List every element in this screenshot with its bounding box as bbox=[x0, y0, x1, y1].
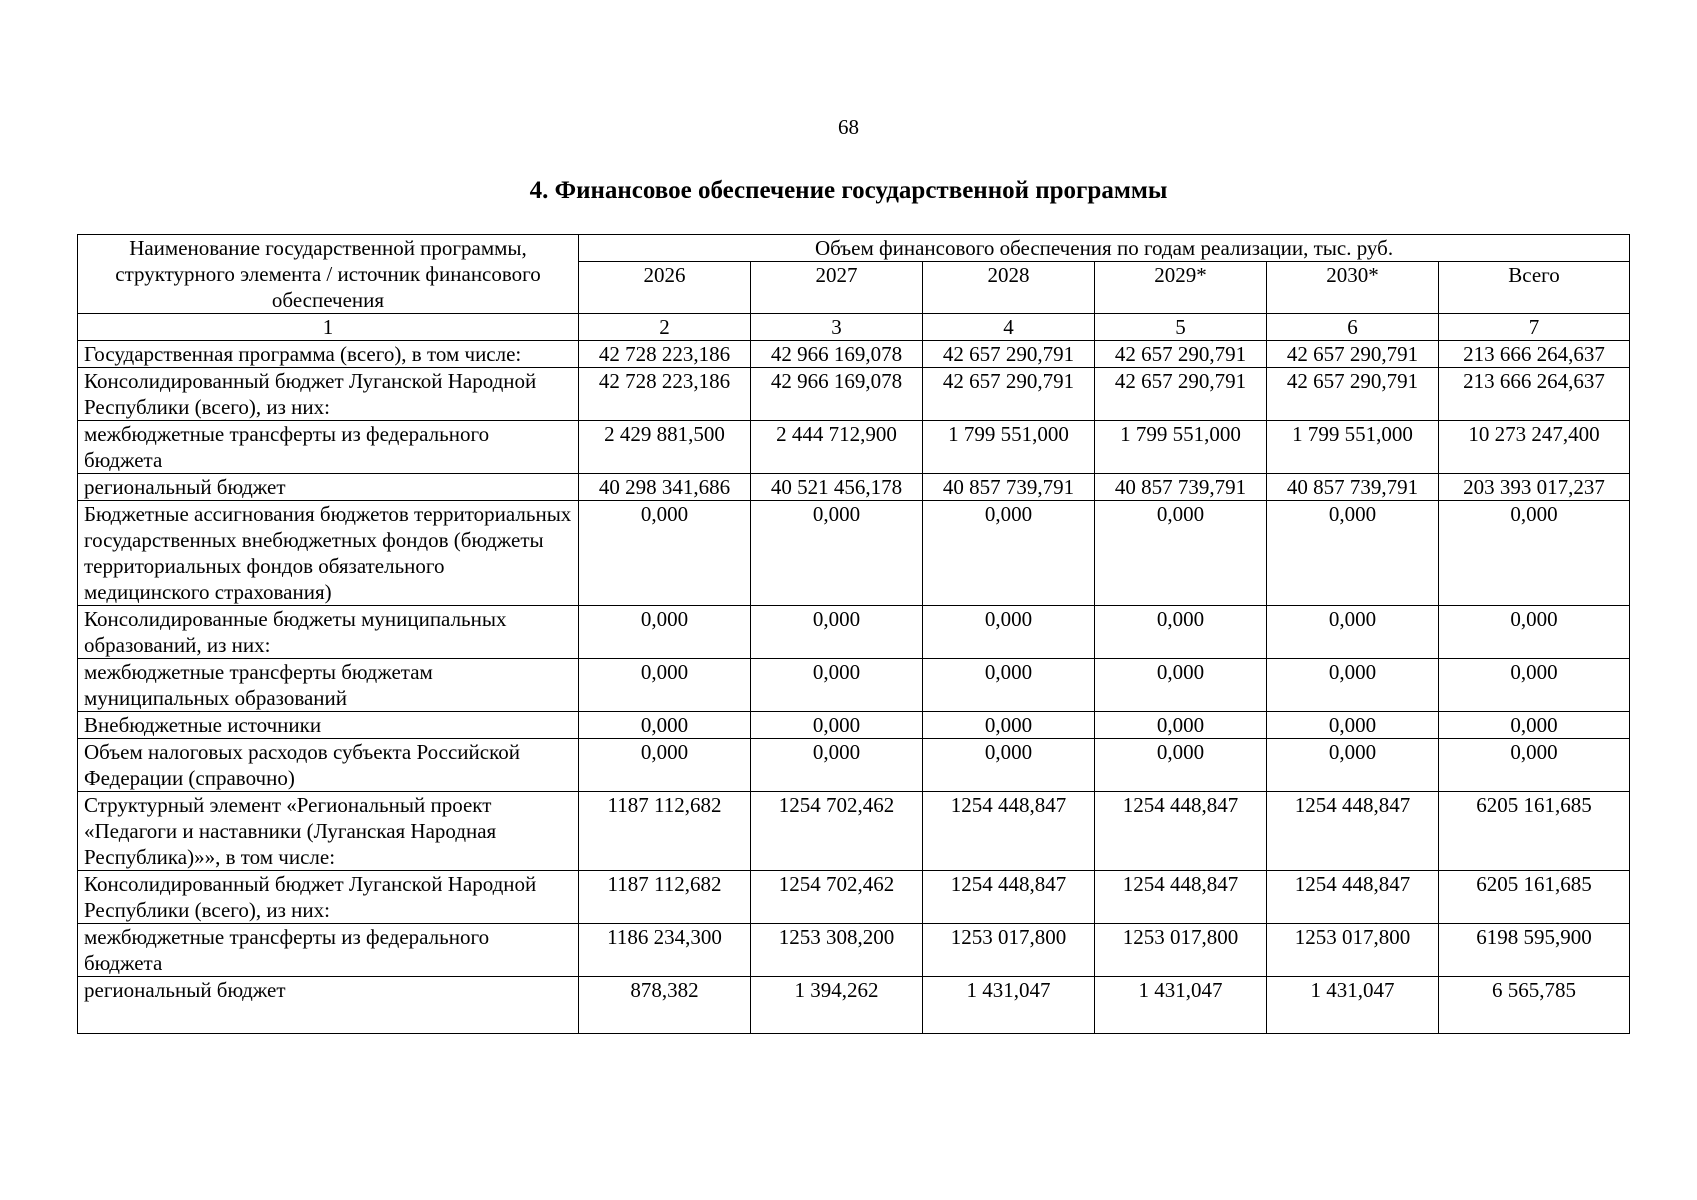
table-row bbox=[78, 368, 1630, 421]
value-2026: 0,000 bbox=[579, 739, 751, 792]
value-total: 6 565,785 bbox=[1439, 977, 1630, 1034]
row-name: межбюджетные трансферты из федерального бюджета bbox=[78, 924, 579, 977]
value-2026: 40 298 341,686 bbox=[579, 474, 751, 501]
volume-group-header: Объем финансового обеспечения по годам реализации, тыс. руб. bbox=[579, 235, 1630, 262]
value-2027: 42 966 169,078 bbox=[751, 341, 923, 368]
value-2026: 0,000 bbox=[579, 659, 751, 712]
row-name: Государственная программа (всего), в том числе: bbox=[78, 341, 579, 368]
value-2026: 878,382 bbox=[579, 977, 751, 1034]
row-name: Структурный элемент «Региональный проект «Педагоги и наставники (Луганская Народная Республика)»», в том числе: bbox=[78, 792, 579, 871]
value-2026: 42 728 223,186 bbox=[579, 341, 751, 368]
value-2029: 0,000 bbox=[1095, 606, 1267, 659]
row-name: региональный бюджет bbox=[78, 474, 579, 501]
row-name: Консолидированный бюджет Луганской Народной Республики (всего), из них: bbox=[78, 871, 579, 924]
value-2030: 1253 017,800 bbox=[1267, 924, 1439, 977]
year-header-2026: 2026 bbox=[579, 262, 751, 314]
value-total: 0,000 bbox=[1439, 712, 1630, 739]
financing-table bbox=[77, 234, 1630, 1034]
row-name: Консолидированные бюджеты муниципальных образований, из них: bbox=[78, 606, 579, 659]
value-total: 213 666 264,637 bbox=[1439, 368, 1630, 421]
value-2026: 0,000 bbox=[579, 606, 751, 659]
row-name: Внебюджетные источники bbox=[78, 712, 579, 739]
value-2028: 0,000 bbox=[923, 659, 1095, 712]
value-2028: 1254 448,847 bbox=[923, 792, 1095, 871]
row-name: межбюджетные трансферты бюджетам муниципальных образований bbox=[78, 659, 579, 712]
value-2029: 1253 017,800 bbox=[1095, 924, 1267, 977]
value-2026: 0,000 bbox=[579, 501, 751, 606]
table-row bbox=[78, 792, 1630, 871]
year-header-2028: 2028 bbox=[923, 262, 1095, 314]
value-total: 6205 161,685 bbox=[1439, 792, 1630, 871]
value-2029: 40 857 739,791 bbox=[1095, 474, 1267, 501]
value-total: 203 393 017,237 bbox=[1439, 474, 1630, 501]
value-2028: 0,000 bbox=[923, 606, 1095, 659]
value-2030: 1254 448,847 bbox=[1267, 871, 1439, 924]
value-2027: 2 444 712,900 bbox=[751, 421, 923, 474]
table-row bbox=[78, 501, 1630, 606]
table-row bbox=[78, 341, 1630, 368]
table-row bbox=[78, 739, 1630, 792]
value-2029: 1 431,047 bbox=[1095, 977, 1267, 1034]
table-row bbox=[78, 871, 1630, 924]
value-2027: 40 521 456,178 bbox=[751, 474, 923, 501]
table-row bbox=[78, 712, 1630, 739]
header-row-group bbox=[78, 235, 1630, 262]
name-column-header: Наименование государственной программы, структурного элемента / источник финансового обеспечения bbox=[78, 235, 579, 314]
table-row bbox=[78, 606, 1630, 659]
value-total: 0,000 bbox=[1439, 659, 1630, 712]
value-2026: 1186 234,300 bbox=[579, 924, 751, 977]
row-name: Бюджетные ассигнования бюджетов территориальных государственных внебюджетных фондов (бюджеты территориальных фондов обязательного медицинского страхования) bbox=[78, 501, 579, 606]
value-total: 6205 161,685 bbox=[1439, 871, 1630, 924]
page-number: 68 bbox=[838, 115, 859, 139]
value-total: 0,000 bbox=[1439, 606, 1630, 659]
value-2028: 42 657 290,791 bbox=[923, 341, 1095, 368]
column-number-row bbox=[78, 314, 1630, 341]
row-name: региональный бюджет bbox=[78, 977, 579, 1034]
value-2029: 0,000 bbox=[1095, 712, 1267, 739]
value-2027: 1253 308,200 bbox=[751, 924, 923, 977]
column-number: 7 bbox=[1439, 314, 1630, 341]
value-2030: 42 657 290,791 bbox=[1267, 368, 1439, 421]
value-2026: 0,000 bbox=[579, 712, 751, 739]
value-total: 0,000 bbox=[1439, 501, 1630, 606]
value-2028: 0,000 bbox=[923, 712, 1095, 739]
value-2030: 1254 448,847 bbox=[1267, 792, 1439, 871]
column-number: 1 bbox=[78, 314, 579, 341]
value-2029: 1254 448,847 bbox=[1095, 792, 1267, 871]
value-2027: 1254 702,462 bbox=[751, 871, 923, 924]
column-number: 6 bbox=[1267, 314, 1439, 341]
value-total: 10 273 247,400 bbox=[1439, 421, 1630, 474]
value-2028: 0,000 bbox=[923, 501, 1095, 606]
column-number: 2 bbox=[579, 314, 751, 341]
value-2029: 0,000 bbox=[1095, 739, 1267, 792]
value-2026: 2 429 881,500 bbox=[579, 421, 751, 474]
value-2030: 0,000 bbox=[1267, 501, 1439, 606]
value-2030: 42 657 290,791 bbox=[1267, 341, 1439, 368]
value-2027: 42 966 169,078 bbox=[751, 368, 923, 421]
year-header-2029: 2029* bbox=[1095, 262, 1267, 314]
value-2028: 42 657 290,791 bbox=[923, 368, 1095, 421]
row-name: Объем налоговых расходов субъекта Российской Федерации (справочно) bbox=[78, 739, 579, 792]
column-number: 4 bbox=[923, 314, 1095, 341]
table-row bbox=[78, 474, 1630, 501]
table-row bbox=[78, 924, 1630, 977]
value-2028: 0,000 bbox=[923, 739, 1095, 792]
value-2030: 1 431,047 bbox=[1267, 977, 1439, 1034]
value-2028: 1 431,047 bbox=[923, 977, 1095, 1034]
table-row bbox=[78, 659, 1630, 712]
value-2029: 0,000 bbox=[1095, 659, 1267, 712]
column-number: 3 bbox=[751, 314, 923, 341]
column-number: 5 bbox=[1095, 314, 1267, 341]
value-2027: 1254 702,462 bbox=[751, 792, 923, 871]
value-2026: 1187 112,682 bbox=[579, 871, 751, 924]
table-row bbox=[78, 421, 1630, 474]
value-2027: 0,000 bbox=[751, 501, 923, 606]
table-row bbox=[78, 977, 1630, 1034]
value-2026: 42 728 223,186 bbox=[579, 368, 751, 421]
value-2027: 0,000 bbox=[751, 739, 923, 792]
value-total: 213 666 264,637 bbox=[1439, 341, 1630, 368]
value-2028: 1254 448,847 bbox=[923, 871, 1095, 924]
value-2029: 1254 448,847 bbox=[1095, 871, 1267, 924]
row-name: межбюджетные трансферты из федерального бюджета bbox=[78, 421, 579, 474]
row-name: Консолидированный бюджет Луганской Народной Республики (всего), из них: bbox=[78, 368, 579, 421]
value-2029: 42 657 290,791 bbox=[1095, 341, 1267, 368]
value-2027: 0,000 bbox=[751, 712, 923, 739]
value-2027: 0,000 bbox=[751, 659, 923, 712]
year-header-2027: 2027 bbox=[751, 262, 923, 314]
year-header-2030: 2030* bbox=[1267, 262, 1439, 314]
value-2030: 0,000 bbox=[1267, 712, 1439, 739]
value-2030: 1 799 551,000 bbox=[1267, 421, 1439, 474]
year-header-total: Всего bbox=[1439, 262, 1630, 314]
value-2029: 42 657 290,791 bbox=[1095, 368, 1267, 421]
value-2027: 1 394,262 bbox=[751, 977, 923, 1034]
value-2026: 1187 112,682 bbox=[579, 792, 751, 871]
value-2028: 1253 017,800 bbox=[923, 924, 1095, 977]
value-2028: 1 799 551,000 bbox=[923, 421, 1095, 474]
value-2029: 0,000 bbox=[1095, 501, 1267, 606]
value-2030: 0,000 bbox=[1267, 606, 1439, 659]
value-total: 6198 595,900 bbox=[1439, 924, 1630, 977]
section-title: 4. Финансовое обеспечение государственной программы bbox=[529, 177, 1168, 204]
value-total: 0,000 bbox=[1439, 739, 1630, 792]
value-2028: 40 857 739,791 bbox=[923, 474, 1095, 501]
value-2030: 0,000 bbox=[1267, 659, 1439, 712]
value-2029: 1 799 551,000 bbox=[1095, 421, 1267, 474]
value-2030: 40 857 739,791 bbox=[1267, 474, 1439, 501]
value-2027: 0,000 bbox=[751, 606, 923, 659]
value-2030: 0,000 bbox=[1267, 739, 1439, 792]
